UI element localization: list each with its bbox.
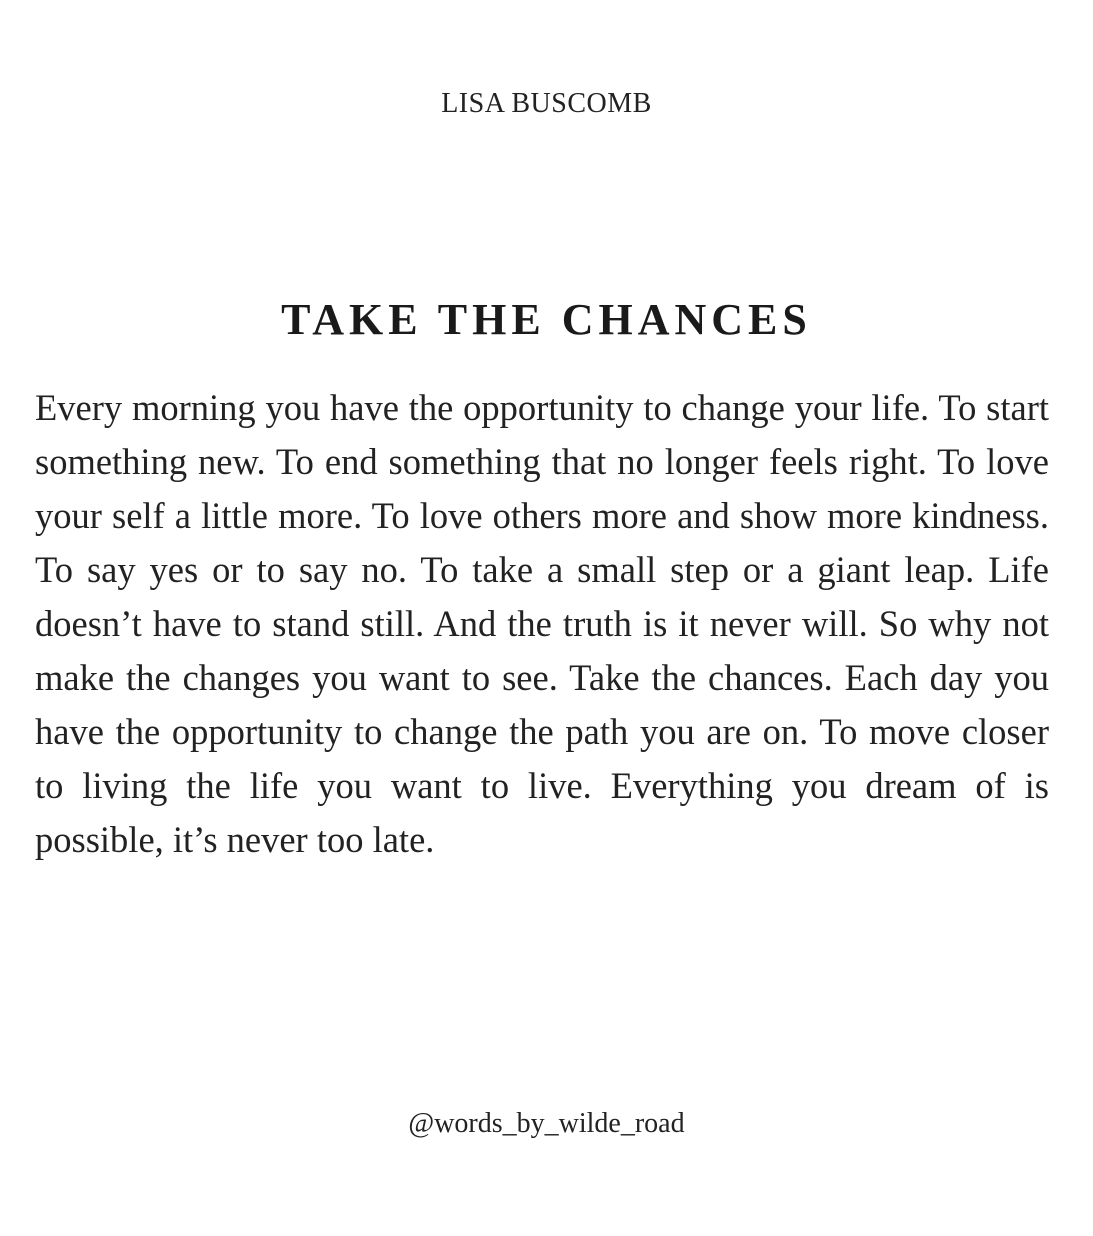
page-title: TAKE THE CHANCES: [281, 295, 812, 344]
quote-body: Every morning you have the opportunity to change your life. To start something new. To end something that no longer feels right. To love your self a little more. To love others more and show more kindness. To say yes or to say no. To take a small step or a giant leap. Life doesn’t have to stand still. And the truth is it never will. So why not make the changes you want to see. Take the chances. Each day you have the opportunity to change the path you are on. To move closer to living the life you want to live. Everything you dream of is possible, it’s never too late.: [35, 387, 1049, 860]
social-handle: @words_by_wilde_road: [408, 1108, 685, 1139]
author-name: LISA BUSCOMB: [441, 88, 652, 119]
